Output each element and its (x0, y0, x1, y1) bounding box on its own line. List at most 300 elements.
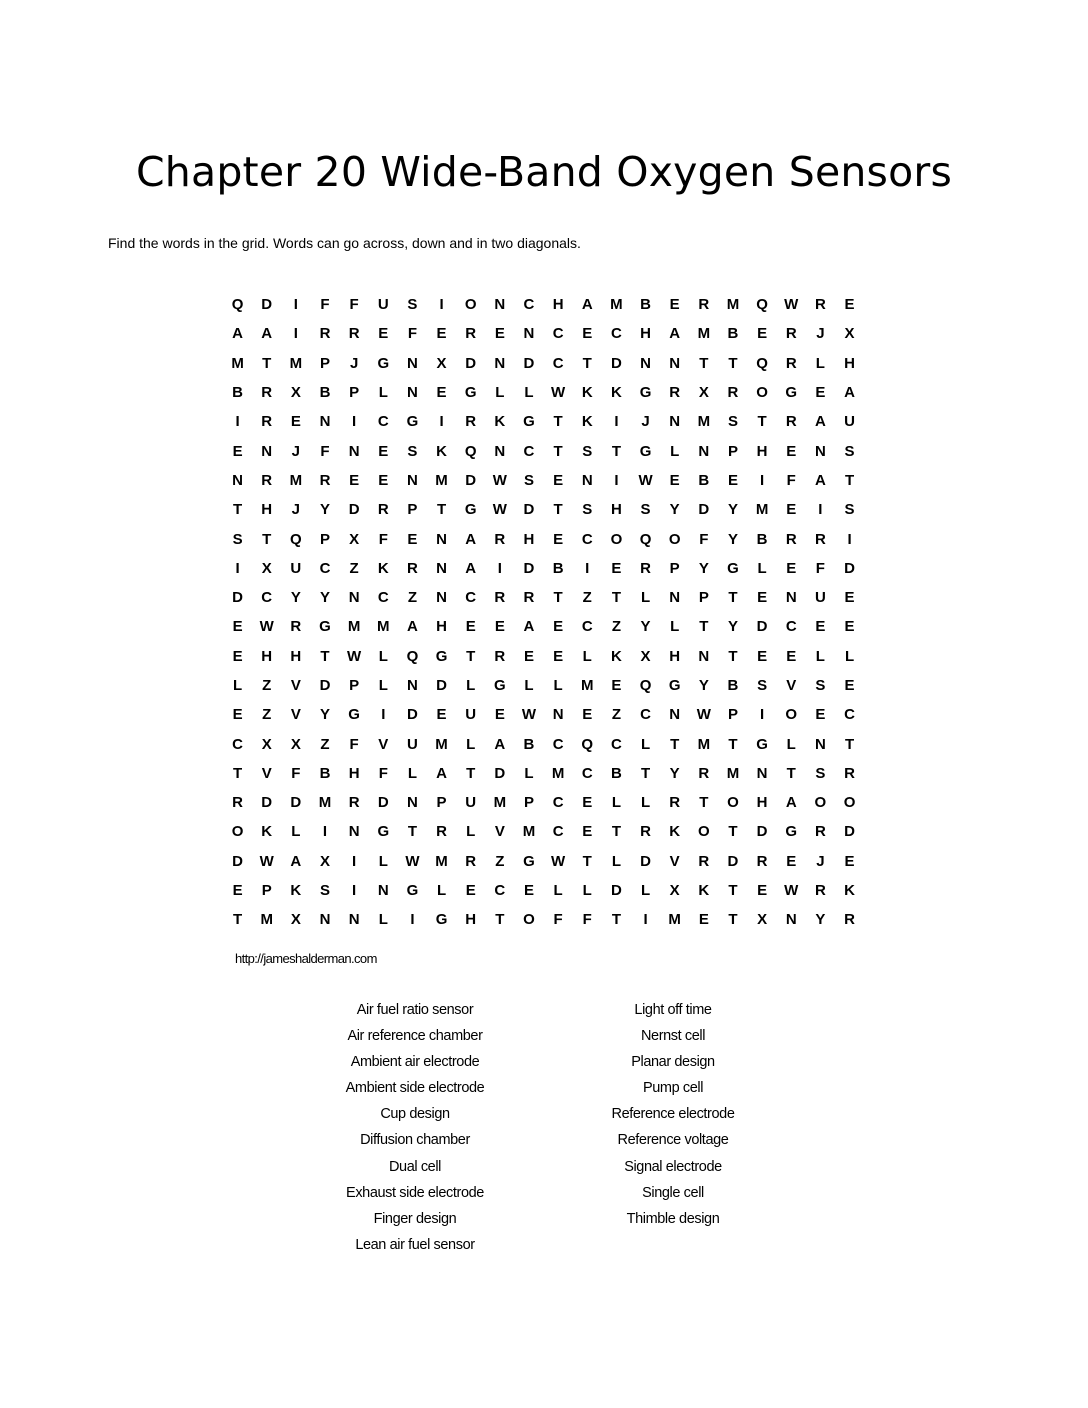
grid-letter: W (638, 471, 653, 489)
grid-letter: P (727, 706, 738, 724)
grid-letter: V (261, 764, 272, 782)
grid-letter: C (552, 794, 564, 812)
grid-letter: N (406, 354, 418, 372)
word-list-item: Ambient side electrode (345, 1080, 485, 1097)
grid-letter: H (348, 764, 360, 782)
grid-row (223, 349, 864, 378)
grid-letter: Y (698, 677, 709, 694)
grid-letter: N (669, 589, 681, 607)
grid-row (223, 290, 864, 319)
grid-letter: M (610, 296, 623, 314)
grid-letter: T (728, 589, 738, 607)
grid-letter: L (611, 794, 621, 812)
grid-letter: E (523, 882, 534, 900)
grid-letter: O (843, 794, 856, 812)
grid-letter: Y (319, 706, 330, 724)
word-list-item: Exhaust side electrode (346, 1184, 484, 1201)
grid-letter: T (699, 794, 709, 812)
grid-letter: P (349, 384, 360, 402)
grid-row (223, 524, 864, 553)
grid-letter: Q (639, 677, 652, 694)
grid-letter: R (698, 764, 710, 782)
grid-letter: K (377, 559, 389, 577)
grid-letter: M (668, 911, 681, 929)
grid-letter: E (232, 647, 243, 665)
grid-letter: E (378, 325, 389, 343)
grid-letter: E (815, 384, 826, 402)
grid-letter: P (436, 794, 447, 812)
grid-letter: R (814, 882, 826, 900)
grid-letter: C (494, 882, 506, 900)
grid-letter: S (232, 530, 243, 548)
grid-letter: E (611, 559, 622, 577)
grid-letter: C (581, 764, 593, 782)
grid-letter: E (553, 618, 564, 636)
grid-row (223, 407, 864, 436)
grid-letter: M (377, 618, 390, 636)
grid-letter: Y (669, 501, 680, 519)
grid-letter: T (728, 882, 738, 900)
word-list-item: Dual cell (388, 1158, 441, 1175)
grid-letter: E (844, 852, 855, 870)
grid-letter: B (523, 735, 535, 753)
grid-letter: G (523, 413, 535, 431)
grid-letter: G (639, 384, 652, 402)
grid-letter: R (756, 852, 768, 870)
grid-letter: T (436, 501, 447, 519)
grid-letter: E (465, 882, 476, 900)
grid-letter: T (553, 501, 563, 519)
grid-letter: T (495, 911, 505, 929)
grid-letter: D (494, 764, 506, 782)
grid-letter: Z (320, 735, 330, 753)
grid-letter: K (494, 413, 506, 431)
grid-letter: L (291, 823, 301, 841)
grid-row (223, 642, 864, 671)
grid-letter: W (551, 852, 566, 870)
grid-letter: O (610, 530, 623, 548)
grid-letter: T (611, 911, 621, 929)
grid-letter: O (668, 530, 681, 548)
grid-row (223, 466, 864, 495)
word-list-item: Reference voltage (617, 1132, 729, 1149)
grid-letter: G (756, 735, 768, 753)
grid-letter: R (814, 823, 826, 841)
grid-letter: F (349, 735, 359, 753)
grid-letter: A (290, 852, 302, 870)
grid-letter: C (844, 706, 855, 724)
grid-letter: T (582, 354, 592, 372)
grid-letter: L (611, 852, 621, 870)
grid-row (223, 671, 864, 700)
grid-letter: N (436, 589, 447, 607)
grid-letter: A (581, 296, 593, 314)
grid-letter: R (261, 471, 273, 489)
grid-letter: L (524, 764, 534, 782)
grid-letter: N (698, 442, 710, 460)
grid-letter: R (436, 823, 447, 841)
grid-letter: S (757, 677, 768, 694)
grid-letter: P (407, 501, 418, 519)
grid-letter: W (347, 647, 362, 665)
grid-letter: G (464, 384, 477, 402)
grid-letter: J (349, 354, 359, 372)
grid-letter: G (494, 677, 506, 694)
grid-letter: L (553, 882, 563, 900)
grid-letter: I (847, 530, 852, 548)
grid-letter: R (669, 794, 681, 812)
grid-letter: R (785, 325, 797, 343)
grid-letter: K (610, 647, 622, 665)
grid-letter: N (406, 794, 418, 812)
grid-letter: T (466, 647, 476, 665)
grid-letter: Y (640, 618, 651, 636)
grid-letter: M (318, 794, 332, 812)
grid-letter: C (552, 325, 564, 343)
grid-letter: F (553, 911, 563, 929)
grid-letter: N (348, 823, 360, 841)
grid-letter: E (494, 706, 505, 724)
grid-letter: T (553, 413, 563, 431)
grid-letter: D (610, 354, 622, 372)
grid-letter: P (349, 677, 360, 694)
grid-letter: A (261, 325, 273, 343)
grid-letter: C (552, 823, 564, 841)
grid-letter: A (406, 618, 418, 636)
word-list-item: Nernst cell (640, 1028, 706, 1045)
grid-letter: C (610, 735, 622, 753)
grid-letter: R (494, 530, 506, 548)
grid-letter: R (785, 413, 797, 431)
grid-letter: O (523, 911, 535, 929)
grid-letter: D (465, 471, 477, 489)
grid-letter: N (348, 442, 360, 460)
grid-letter: F (582, 911, 592, 929)
grid-letter: D (261, 296, 273, 314)
grid-letter: I (497, 559, 502, 577)
grid-letter: O (697, 823, 710, 841)
grid-letter: L (640, 882, 651, 900)
grid-letter: E (436, 384, 447, 402)
grid-letter: N (494, 296, 506, 314)
grid-letter: B (319, 764, 331, 782)
grid-letter: E (232, 882, 243, 900)
word-list-item: Air fuel ratio sensor (356, 1002, 474, 1018)
grid-letter: E (407, 530, 418, 548)
grid-letter: N (232, 471, 243, 489)
grid-letter: B (727, 325, 739, 343)
grid-letter: I (235, 413, 240, 431)
grid-letter: E (436, 325, 447, 343)
grid-letter: G (727, 559, 739, 577)
grid-letter: X (436, 354, 447, 372)
grid-letter: A (465, 530, 477, 548)
instructions-text: Find the words in the grid. Words can go across, down and in two diagonals. (108, 235, 581, 251)
grid-letter: E (757, 325, 768, 343)
grid-letter: E (727, 471, 738, 489)
grid-letter: T (553, 589, 563, 607)
grid-letter: X (319, 852, 330, 870)
grid-letter: P (523, 794, 534, 812)
grid-letter: R (232, 794, 243, 812)
grid-letter: I (614, 471, 619, 489)
grid-letter: R (261, 413, 273, 431)
grid-letter: N (348, 589, 360, 607)
grid-letter: N (436, 530, 447, 548)
grid-letter: X (640, 647, 651, 665)
grid-letter: T (232, 911, 243, 929)
grid-letter: D (523, 501, 535, 519)
grid-row (223, 788, 864, 817)
grid-letter: T (728, 354, 738, 372)
grid-letter: I (352, 413, 357, 431)
grid-letter: T (670, 735, 680, 753)
grid-letter: E (757, 882, 768, 900)
grid-letter: D (844, 823, 855, 841)
grid-letter: R (727, 384, 739, 402)
grid-letter: C (610, 325, 622, 343)
grid-letter: X (349, 530, 360, 548)
grid-letter: E (582, 823, 593, 841)
grid-letter: R (290, 618, 302, 636)
grid-letter: N (436, 559, 447, 577)
grid-letter: W (696, 706, 711, 724)
grid-letter: H (844, 354, 855, 372)
grid-row (223, 905, 864, 934)
grid-letter: T (728, 647, 738, 665)
grid-letter: E (786, 852, 797, 870)
grid-letter: N (785, 911, 797, 929)
grid-row (223, 700, 864, 729)
grid-letter: S (844, 501, 855, 519)
grid-letter: H (261, 647, 273, 665)
word-list-item: Light off time (634, 1002, 712, 1018)
grid-letter: C (523, 442, 535, 460)
grid-letter: M (289, 471, 303, 489)
grid-letter: B (610, 764, 622, 782)
grid-letter: D (610, 882, 622, 900)
grid-letter: K (261, 823, 273, 841)
grid-letter: R (494, 647, 506, 665)
grid-letter: L (378, 852, 388, 870)
grid-letter: C (581, 618, 593, 636)
grid-letter: S (319, 882, 330, 900)
grid-letter: R (523, 589, 535, 607)
grid-letter: E (232, 706, 243, 724)
grid-letter: R (348, 325, 360, 343)
grid-letter: D (436, 677, 447, 694)
grid-letter: T (757, 413, 767, 431)
grid-letter: Q (231, 296, 244, 314)
grid-letter: R (465, 413, 477, 431)
grid-letter: X (290, 384, 301, 402)
grid-letter: V (494, 823, 505, 841)
grid-letter: C (552, 735, 564, 753)
grid-letter: B (319, 384, 331, 402)
grid-letter: Q (581, 735, 594, 753)
grid-letter: T (786, 764, 796, 782)
grid-row (223, 876, 864, 905)
grid-letter: L (466, 735, 476, 753)
grid-letter: C (377, 589, 389, 607)
grid-letter: C (377, 413, 389, 431)
grid-letter: T (728, 823, 738, 841)
grid-letter: H (261, 501, 273, 519)
grid-letter: R (669, 384, 681, 402)
grid-row (223, 436, 864, 465)
grid-letter: N (523, 325, 535, 343)
grid-letter: E (698, 911, 709, 929)
grid-letter: R (348, 794, 360, 812)
grid-letter: D (406, 706, 418, 724)
grid-letter: L (378, 647, 388, 665)
grid-letter: I (352, 882, 357, 900)
grid-letter: Z (582, 589, 592, 607)
grid-letter: V (786, 677, 797, 694)
grid-letter: L (407, 764, 417, 782)
grid-letter: P (727, 442, 738, 460)
grid-letter: R (698, 296, 710, 314)
grid-letter: F (815, 559, 825, 577)
grid-letter: H (610, 501, 622, 519)
grid-letter: W (492, 501, 507, 519)
grid-letter: U (844, 413, 855, 431)
grid-letter: S (407, 296, 418, 314)
grid-letter: F (291, 764, 301, 782)
grid-letter: D (290, 794, 302, 812)
grid-letter: E (582, 794, 593, 812)
grid-letter: L (757, 559, 767, 577)
grid-letter: H (669, 647, 681, 665)
grid-letter: U (406, 735, 418, 753)
grid-letter: N (814, 442, 826, 460)
grid-letter: N (494, 354, 506, 372)
grid-letter: O (756, 384, 768, 402)
grid-letter: T (699, 354, 709, 372)
word-list-item: Pump cell (642, 1080, 704, 1097)
grid-letter: W (405, 852, 420, 870)
grid-letter: A (814, 471, 826, 489)
grid-letter: E (290, 413, 301, 431)
grid-letter: R (785, 530, 797, 548)
grid-letter: F (786, 471, 796, 489)
grid-letter: D (232, 589, 243, 607)
grid-letter: N (698, 647, 710, 665)
grid-letter: E (815, 706, 826, 724)
grid-letter: Q (756, 296, 768, 314)
grid-letter: G (435, 647, 448, 665)
grid-letter: N (785, 589, 797, 607)
word-list-item: Planar design (631, 1054, 715, 1071)
grid-letter: I (293, 325, 298, 343)
grid-letter: G (523, 852, 535, 870)
grid-letter: X (290, 911, 301, 929)
grid-letter: G (785, 823, 798, 841)
grid-letter: I (352, 852, 357, 870)
grid-letter: M (435, 471, 448, 489)
grid-letter: D (698, 501, 710, 519)
grid-letter: D (523, 559, 535, 577)
grid-letter: G (377, 823, 390, 841)
grid-row (223, 847, 864, 876)
grid-letter: Z (262, 706, 272, 724)
word-list-item: Thimble design (626, 1210, 720, 1227)
grid-letter: X (290, 735, 301, 753)
grid-letter: E (669, 471, 680, 489)
grid-letter: S (523, 471, 534, 489)
grid-letter: B (727, 677, 739, 694)
grid-letter: Y (727, 530, 738, 548)
grid-letter: G (406, 413, 419, 431)
grid-letter: L (524, 384, 534, 402)
grid-letter: Q (464, 442, 477, 460)
grid-letter: D (232, 852, 243, 870)
grid-letter: N (406, 677, 418, 694)
grid-letter: L (466, 823, 476, 841)
grid-letter: T (466, 764, 476, 782)
grid-letter: R (844, 911, 855, 929)
grid-row (223, 378, 864, 407)
grid-letter: R (640, 559, 651, 577)
page-title: Chapter 20 Wide-Band Oxygen Sensors (135, 148, 953, 196)
grid-letter: B (232, 384, 243, 402)
word-list-item: Cup design (380, 1106, 450, 1123)
grid-letter: I (760, 471, 765, 489)
grid-letter: R (261, 384, 273, 402)
grid-letter: E (786, 442, 797, 460)
grid-letter: L (815, 354, 825, 372)
grid-letter: A (232, 325, 243, 343)
grid-letter: Y (698, 559, 709, 577)
grid-letter: G (639, 442, 652, 460)
grid-letter: R (406, 559, 418, 577)
grid-letter: M (522, 823, 536, 841)
grid-letter: G (406, 882, 419, 900)
source-link[interactable]: http://jameshalderman.com (235, 951, 377, 966)
grid-letter: D (844, 559, 855, 577)
grid-letter: C (465, 589, 477, 607)
grid-letter: H (756, 794, 768, 812)
grid-letter: D (756, 823, 768, 841)
grid-letter: N (756, 764, 768, 782)
grid-letter: N (669, 706, 681, 724)
grid-row (223, 495, 864, 524)
grid-letter: X (669, 882, 680, 900)
grid-letter: A (523, 618, 535, 636)
grid-letter: H (756, 442, 768, 460)
grid-letter: Z (611, 618, 621, 636)
grid-letter: K (669, 823, 681, 841)
grid-letter: T (611, 589, 621, 607)
grid-letter: L (378, 384, 388, 402)
grid-letter: C (581, 530, 593, 548)
grid-letter: E (553, 530, 564, 548)
word-list-item: Diffusion chamber (360, 1132, 470, 1149)
grid-letter: M (726, 764, 740, 782)
grid-letter: M (551, 764, 565, 782)
grid-letter: M (697, 413, 711, 431)
grid-letter: E (232, 442, 243, 460)
grid-letter: E (378, 471, 389, 489)
grid-letter: D (261, 794, 273, 812)
grid-letter: L (436, 882, 447, 900)
grid-letter: J (291, 442, 301, 460)
grid-letter: T (728, 911, 738, 929)
grid-letter: N (552, 706, 564, 724)
grid-letter: L (670, 442, 680, 460)
grid-row (223, 729, 864, 758)
grid-letter: R (465, 852, 477, 870)
